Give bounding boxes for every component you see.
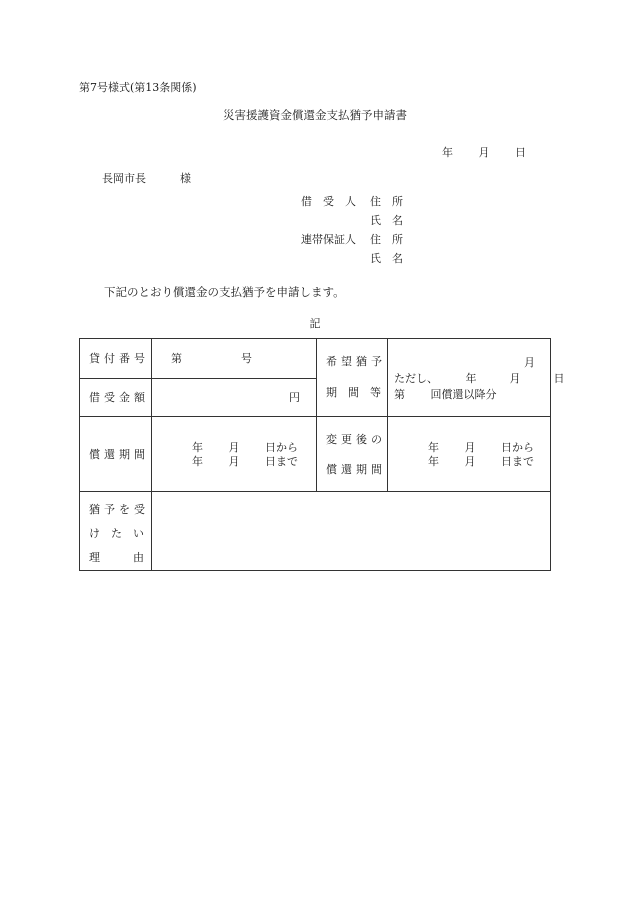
intro-text: 下記のとおり償還金の支払猶予を申請します。 bbox=[104, 285, 345, 299]
changed-to: 年 月 日まで bbox=[428, 455, 534, 468]
repayment-from: 年 月 日から bbox=[192, 441, 298, 454]
form-number: 第7号様式(第13条関係) bbox=[79, 81, 197, 94]
guarantor-name-label: 氏 名 bbox=[370, 252, 403, 265]
ki-heading: 記 bbox=[309, 317, 321, 330]
changed-period-label: 変更後の bbox=[326, 433, 386, 446]
date-year: 年 bbox=[442, 146, 453, 159]
application-table bbox=[79, 338, 565, 571]
changed-period-label-2: 償還期間 bbox=[326, 463, 386, 476]
reason-label-2: け た い bbox=[89, 527, 144, 540]
loan-number-label: 貸付番号 bbox=[89, 352, 149, 365]
date-day: 日 bbox=[515, 146, 526, 159]
table-divider bbox=[151, 339, 152, 570]
table-divider bbox=[80, 378, 317, 379]
desired-until-date: ただし、 年 月 日 bbox=[394, 372, 565, 385]
borrower-label: 借 受 人 bbox=[301, 195, 356, 208]
date-month: 月 bbox=[478, 146, 490, 159]
table-divider bbox=[80, 491, 550, 492]
repayment-period-label: 償還期間 bbox=[89, 448, 149, 461]
reason-label: 猶予を受 bbox=[89, 503, 149, 516]
desired-installment: 第 回償還以降分 bbox=[394, 388, 497, 401]
addressee bbox=[102, 173, 191, 184]
addressee-name: 長岡市長 bbox=[102, 172, 146, 185]
reason-label-3: 理 由 bbox=[89, 551, 144, 564]
table-divider bbox=[316, 339, 317, 491]
loan-number-prefix: 第 bbox=[171, 352, 182, 365]
table-divider bbox=[387, 339, 388, 491]
borrower-address-label: 住 所 bbox=[370, 195, 403, 208]
desired-deferment-label-2: 期 間 等 bbox=[326, 386, 381, 399]
changed-from: 年 月 日から bbox=[428, 441, 534, 454]
yen-unit: 円 bbox=[289, 391, 300, 404]
addressee-honorific: 様 bbox=[180, 172, 191, 185]
desired-deferment-label: 希望猶予 bbox=[326, 355, 386, 368]
table-divider bbox=[80, 416, 550, 417]
desired-month: 月 bbox=[524, 356, 535, 369]
document-title: 災害援護資金償還金支払猶予申請書 bbox=[223, 108, 407, 122]
borrowed-amount-label: 借受金額 bbox=[89, 391, 149, 404]
application-date bbox=[442, 147, 526, 158]
guarantor-address-label: 住 所 bbox=[370, 233, 403, 246]
loan-number-suffix: 号 bbox=[241, 352, 252, 365]
borrower-name-label: 氏 名 bbox=[370, 214, 403, 227]
guarantor-label: 連帯保証人 bbox=[301, 233, 356, 246]
repayment-to: 年 月 日まで bbox=[192, 455, 298, 468]
